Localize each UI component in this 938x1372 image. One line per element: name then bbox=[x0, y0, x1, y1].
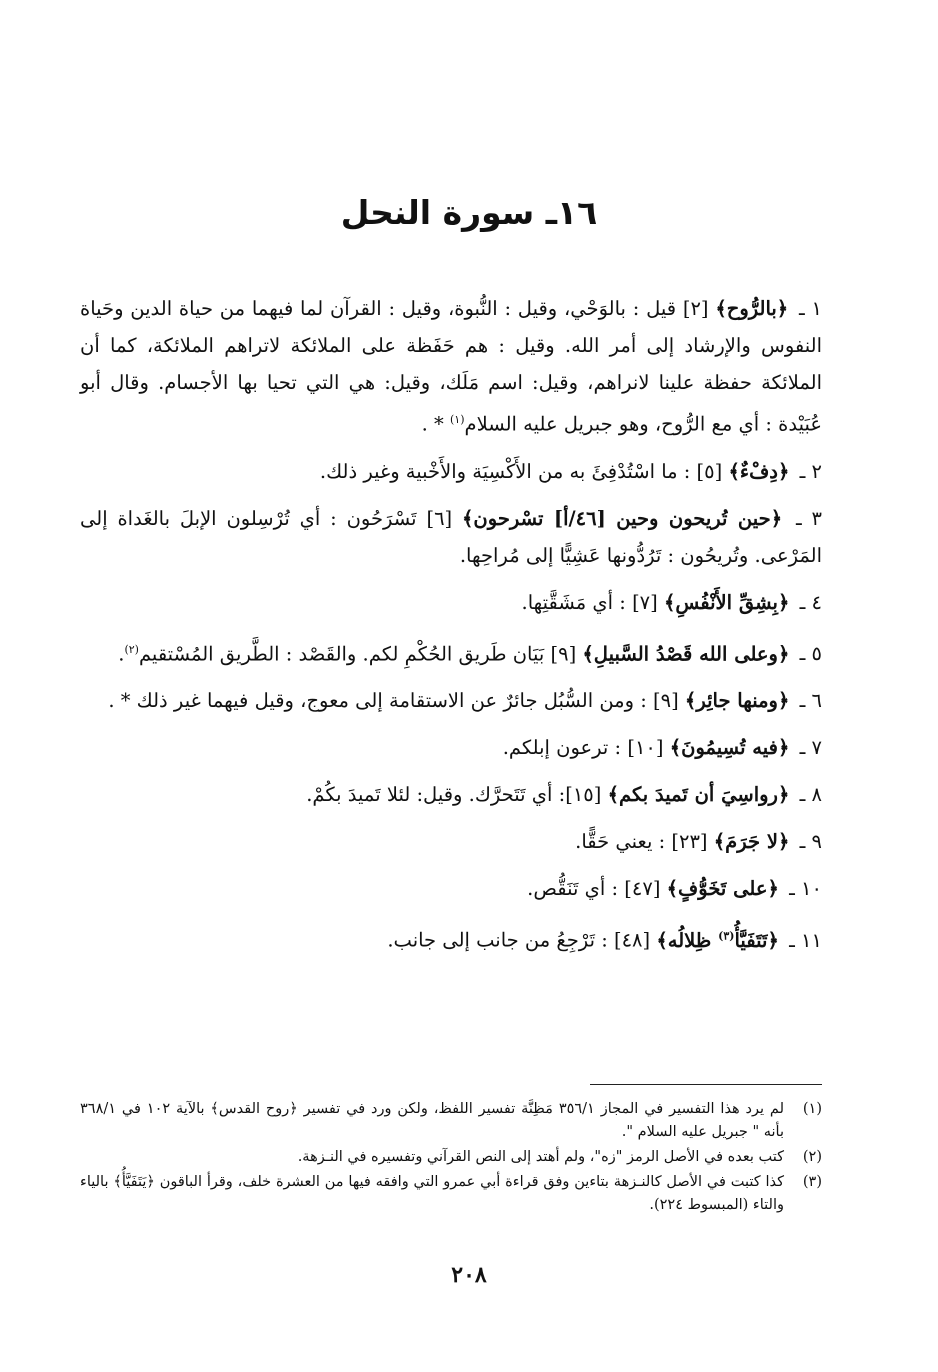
quran-term: ﴿بالرُّوح﴾ bbox=[715, 297, 789, 320]
quran-term: ﴿لا جَرَمَ﴾ bbox=[713, 830, 790, 853]
entry-text: [٧] : أي مَشَقَّتِها. bbox=[521, 590, 658, 614]
entry-number: ٥ ـ bbox=[799, 642, 822, 665]
quran-term: ﴿وعلى الله قَصْدُ السَّبيلِ﴾ bbox=[582, 642, 790, 665]
quran-term: ﴿رواسِيَ أن تَميدَ بكم﴾ bbox=[607, 783, 790, 806]
entry-text: [١٠] : ترعون إبلكم. bbox=[502, 736, 664, 759]
entry-tail: . bbox=[118, 642, 125, 665]
term-end: ظِلالُه﴾ bbox=[656, 928, 719, 952]
footnote-2 bbox=[80, 1146, 822, 1169]
entry-9 bbox=[80, 823, 822, 860]
entry-number: ٨ ـ bbox=[799, 783, 822, 806]
footnote-ref: (١) bbox=[449, 413, 465, 426]
entry-number: ٣ ـ bbox=[795, 506, 823, 530]
quran-term: ﴿فيه تُسِيمُونَ﴾ bbox=[669, 736, 790, 759]
entry-text: [٢] قيل : بالوَحْي، وقيل : النُّبوة، وقيل : القرآن لما فيهما من حياة الدين وحَياة النفوس والإرشاد إلى أمر الله. وقيل : هم حَفَظة على الملائكة لاتراهم الملائكة، كما أن الملائكة حفظة علينا لانراهم، وقيل: اسم مَلَك، وقيل: هي التي تحيا بها الأجسام. وقال أبو عُبَيْدة : أي مع الرُّوح، وهو جبريل عليه السلام bbox=[80, 297, 822, 436]
entry-text: [١٥]: أي تَتَحرَّك. وقيل: لئلا تَميدَ بكُمْ. bbox=[306, 783, 602, 806]
entry-number: ٩ ـ bbox=[799, 830, 822, 853]
entry-6 bbox=[80, 682, 822, 719]
entry-number: ٤ ـ bbox=[799, 590, 822, 614]
footnote-separator bbox=[590, 1084, 822, 1085]
entry-7 bbox=[80, 729, 822, 766]
entry-text: [٦] تَسْرَحُون : أي تُرْسِلون الإبلَ بالغَداة إلى المَرْعى. وتُريحُون : تَرُدُّونها عَشِيًّا إلى مُراحِها. bbox=[80, 506, 822, 567]
term-start: ﴿تَتَفَيَّأُ bbox=[734, 928, 779, 952]
footnote-number: (٢) bbox=[802, 1149, 822, 1165]
entry-number: ١ ـ bbox=[799, 297, 823, 320]
entry-number: ٦ ـ bbox=[799, 689, 822, 712]
quran-term bbox=[656, 929, 779, 952]
footnotes bbox=[80, 1098, 822, 1219]
footnote-text: كتب بعده في الأصل الرمز "زه"، ولم أهتد إلى النص القرآني وتفسيره في النـزهة. bbox=[297, 1149, 784, 1165]
entry-number: ٧ ـ bbox=[799, 736, 822, 759]
surah-title: ١٦ـ سورة النحل bbox=[340, 193, 598, 232]
entry-number: ١١ ـ bbox=[789, 928, 822, 952]
footnote-1 bbox=[80, 1098, 822, 1144]
entry-text: [٢٣] : يعني حَقًّا. bbox=[575, 830, 708, 853]
footnote-ref: (٣) bbox=[718, 929, 735, 942]
footnote-ref: (٢) bbox=[124, 642, 139, 656]
quran-term: ﴿بِشِقِّ الأَنْفُسِ﴾ bbox=[663, 590, 790, 614]
footnote-number: (١) bbox=[802, 1101, 822, 1117]
entry-text: [٤٧] : أي تَنَقُّص. bbox=[527, 877, 661, 900]
entry-5 bbox=[80, 631, 822, 673]
entry-number: ٢ ـ bbox=[799, 459, 822, 483]
entry-3 bbox=[80, 500, 822, 574]
entry-text: [٩] : ومن السُّبُل جائرٌ عن الاستقامة إلى معوج، وقيل فيهما غير ذلك * . bbox=[108, 689, 679, 712]
footnote-number: (٣) bbox=[802, 1174, 822, 1190]
entry-8 bbox=[80, 776, 822, 813]
entry-1 bbox=[80, 290, 822, 443]
footnote-3 bbox=[80, 1171, 822, 1217]
entry-2 bbox=[80, 453, 822, 490]
quran-term: ﴿ومنها جائِر﴾ bbox=[684, 689, 790, 712]
entry-text: [٩] بَيَان طَريق الحُكْمِ لكم. والقَصْد : الطَّريق المُسْتقيم bbox=[138, 642, 577, 665]
quran-term: ﴿حين تُريحون وحين [٤٦/أ] تسْرحون﴾ bbox=[462, 506, 783, 530]
entry-text: [٥] : ما اسْتُدْفِئَ به من الأَكْسِيَة والأَخْبية وغير ذلك. bbox=[319, 459, 723, 483]
commentary-body bbox=[80, 290, 822, 969]
quran-term: ﴿على تَخَوُّفٍ﴾ bbox=[666, 877, 779, 900]
entry-11 bbox=[80, 917, 822, 959]
entry-text: [٤٨] : تَرْجِعُ من جانب إلى جانب. bbox=[387, 928, 651, 952]
entry-4 bbox=[80, 584, 822, 621]
footnote-text: كذا كتبت في الأصل كالنـزهة بتاءين وفق قراءة أبي عمرو التي وافقه فيها من العشرة خلف، وقرأ الباقون ﴿يَتَفَيَّأُ﴾ بالياء والتاء (المبسوط ٢٢٤). bbox=[80, 1174, 784, 1213]
quran-term: ﴿دِفْءٌ﴾ bbox=[728, 459, 790, 483]
page-number: ٢٠٨ bbox=[451, 1262, 487, 1288]
entry-10 bbox=[80, 870, 822, 907]
entry-tail: * . bbox=[421, 412, 450, 436]
entry-number: ١٠ ـ bbox=[789, 877, 822, 900]
footnote-text: لم يرد هذا التفسير في المجاز ٣٥٦/١ مَظِنَّة تفسير اللفظ، ولكن ورد في تفسير ﴿روح القدس﴾ بالآية ١٠٢ في ٣٦٨/١ بأنه " جبريل عليه السلام ". bbox=[80, 1101, 784, 1140]
